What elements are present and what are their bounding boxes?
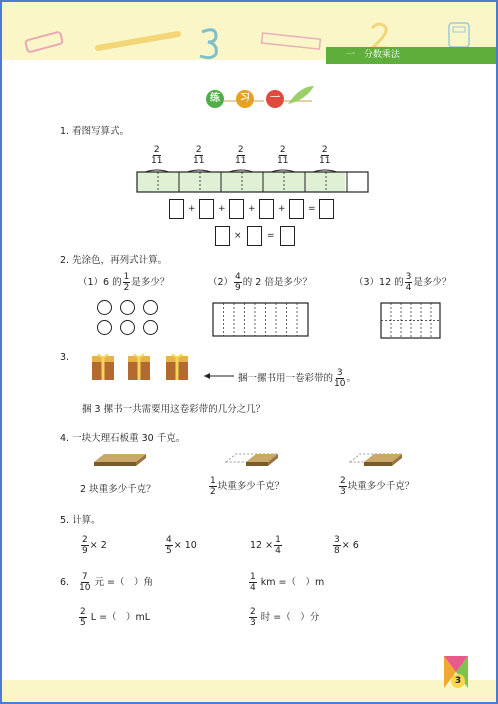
times-sign: × xyxy=(234,231,242,241)
q6b-text: $\frac{1}{4}$ km =（ ）m xyxy=(250,572,325,593)
q2c-text: （3）12 的 $\frac{3}{4}$ 是多少？ xyxy=(354,272,452,293)
q1-frac-3: $\frac{2}{11}$ xyxy=(235,145,247,166)
book-bundle-icons xyxy=(88,350,198,386)
eraser-decoration xyxy=(24,30,66,54)
q1-answer-box-8[interactable] xyxy=(247,226,262,246)
unit-number: 一 xyxy=(346,50,356,60)
q1-answer-box-6[interactable] xyxy=(319,199,334,219)
book-bundle-icon xyxy=(128,354,150,380)
circle[interactable] xyxy=(143,300,158,315)
title-char-2: 习 xyxy=(236,90,254,108)
plus-sign: + xyxy=(278,204,286,214)
q4-label: 4. 一块大理石板重 30 千克。 xyxy=(60,433,186,444)
footer-band xyxy=(2,680,496,702)
plus-sign: + xyxy=(218,204,226,214)
q6c-text: $\frac{2}{5}$ L =（ ）mL xyxy=(80,607,151,628)
q2c-rectangle[interactable] xyxy=(380,302,442,340)
q1-answer-box-4[interactable] xyxy=(259,199,274,219)
q2a-text: （1）6 的 $\frac{1}{2}$ 是多少？ xyxy=(78,272,170,293)
q1-frac-5: $\frac{2}{11}$ xyxy=(319,145,331,166)
book-bundle-icon xyxy=(166,354,188,380)
q1-frac-1: $\frac{2}{11}$ xyxy=(151,145,163,166)
q4a-text: 2 块重多少千克？ xyxy=(80,484,156,495)
circle[interactable] xyxy=(143,320,158,335)
pencil-decoration xyxy=(94,28,184,54)
circle[interactable] xyxy=(120,300,135,315)
unit-title: 分数乘法 xyxy=(363,50,400,60)
ruler-decoration xyxy=(260,32,324,52)
q1-answer-box-2[interactable] xyxy=(199,199,214,219)
q6-label: 6. xyxy=(60,577,70,588)
two-thirds-marble-slab-icon xyxy=(346,450,406,470)
page-number: 3 xyxy=(451,674,465,688)
number-three-decoration xyxy=(198,26,224,60)
book-bundle-icon xyxy=(92,354,114,380)
title-char-3: 一 xyxy=(266,90,284,108)
half-marble-slab-icon xyxy=(222,450,282,470)
plus-sign: + xyxy=(188,204,196,214)
q4c-text: $\frac{2}{3}$ 块重多少千克？ xyxy=(340,476,415,497)
q2b-text: （2） $\frac{4}{9}$ 的 2 倍是多少？ xyxy=(208,272,312,293)
q6d-text: $\frac{2}{3}$ 时 =（ ）分 xyxy=(250,607,320,628)
q5-item-3: 12 × $\frac{1}{4}$ xyxy=(250,535,281,556)
plus-sign: + xyxy=(248,204,256,214)
q1-answer-box-9[interactable] xyxy=(280,226,295,246)
q3-label: 3. xyxy=(60,352,70,363)
q5-item-2: $\frac{4}{5}$ × 10 xyxy=(166,535,197,556)
q1-fraction-strip xyxy=(132,166,372,196)
marble-slab-icon xyxy=(90,450,150,470)
q5-label: 5. 计算。 xyxy=(60,515,101,526)
q6a-text: $\frac{7}{10}$ 元 =（ ）角 xyxy=(79,572,153,593)
q3-note: 捆一摞书用一卷彩带的 $\frac{3}{10}$ 。 xyxy=(238,368,356,389)
leaf-icon xyxy=(286,84,316,108)
q5-item-4: $\frac{3}{8}$ × 6 xyxy=(334,535,359,556)
q1-answer-box-5[interactable] xyxy=(289,199,304,219)
q1-label: 1. 看图写算式。 xyxy=(60,126,130,137)
q3-question: 捆 3 摞书一共需要用这卷彩带的几分之几？ xyxy=(82,404,266,415)
q1-answer-box-3[interactable] xyxy=(229,199,244,219)
q5-item-1: $\frac{2}{9}$ × 2 xyxy=(82,535,107,556)
q1-frac-4: $\frac{2}{11}$ xyxy=(277,145,289,166)
circle[interactable] xyxy=(120,320,135,335)
circle[interactable] xyxy=(97,300,112,315)
equals-sign: = xyxy=(308,204,316,214)
circle[interactable] xyxy=(97,320,112,335)
unit-header-tab xyxy=(326,47,496,64)
q2-label: 2. 先涂色，再列式计算。 xyxy=(60,255,168,266)
q1-frac-2: $\frac{2}{11}$ xyxy=(193,145,205,166)
arrow-left-icon xyxy=(202,372,236,380)
q4b-text: $\frac{1}{2}$ 块重多少千克？ xyxy=(210,476,285,497)
q1-answer-box-1[interactable] xyxy=(169,199,184,219)
q2b-rectangle[interactable] xyxy=(212,302,310,338)
title-char-1: 练 xyxy=(206,90,224,108)
q1-answer-box-7[interactable] xyxy=(215,226,230,246)
equals-sign: = xyxy=(267,231,275,241)
